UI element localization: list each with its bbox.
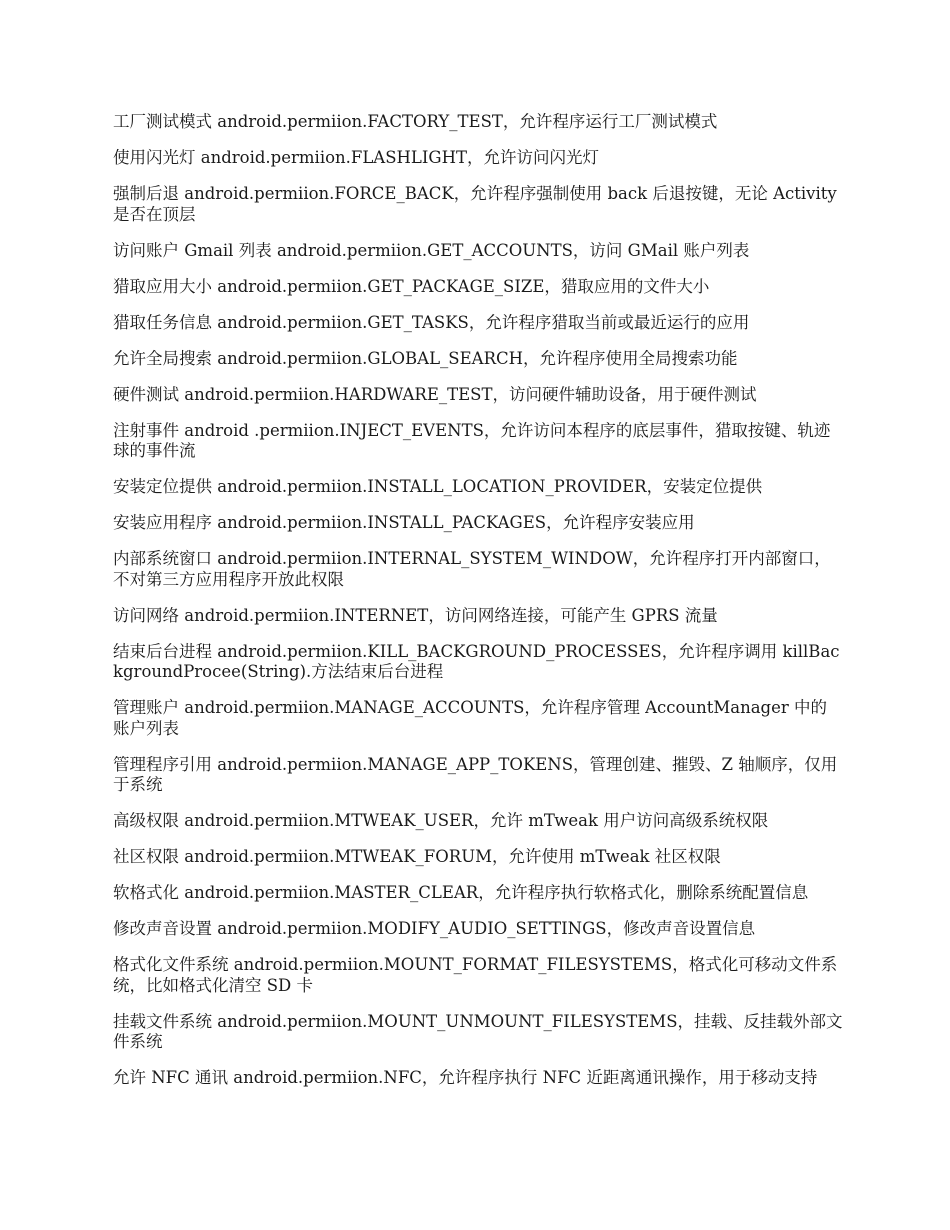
paragraph-modify-audio-settings: 修改声音设置 android.permiion.MODIFY_AUDIO_SETTINGS，修改声音设置信息 — [113, 919, 756, 938]
paragraph-internal-system-window: 内部系统窗口 android.permiion.INTERNAL_SYSTEM_WINDOW，允许程序打开内部窗口，不对第三方应用程序开放此权限 — [113, 549, 831, 589]
paragraph-get-accounts: 访问账户 Gmail 列表 android.permiion.GET_ACCOUNTS，访问 GMail 账户列表 — [113, 240, 750, 260]
paragraph-mtweak-forum: 社区权限 android.permiion.MTWEAK_FORUM，允许使用 mTweak 社区权限 — [113, 847, 721, 866]
paragraph-install-packages: 安装应用程序 android.permiion.INSTALL_PACKAGES，允许程序安装应用 — [113, 513, 695, 532]
paragraph-hardware-test: 硬件测试 android.permiion.HARDWARE_TEST，访问硬件辅助设备，用于硬件测试 — [113, 384, 757, 404]
paragraph-kill-background-processes: 结束后台进程 android.permiion.KILL_BACKGROUND_PROCESSES，允许程序调用 killBackgroundProcee(String).方法结束后台进程 — [113, 641, 840, 681]
paragraph-get-package-size: 猎取应用大小 android.permiion.GET_PACKAGE_SIZE，猎取应用的文件大小 — [113, 276, 710, 296]
paragraph-manage-accounts: 管理账户 android.permiion.MANAGE_ACCOUNTS，允许程序管理 AccountManager 中的账户列表 — [113, 698, 827, 738]
document-body — [113, 112, 843, 1104]
paragraph-manage-app-tokens: 管理程序引用 android.permiion.MANAGE_APP_TOKENS，管理创建、摧毁、Z 轴顺序，仅用于系统 — [113, 754, 838, 794]
paragraph-nfc: 允许 NFC 通讯 android.permiion.NFC，允许程序执行 NFC 近距离通讯操作，用于移动支持 — [113, 1068, 818, 1087]
paragraph-master-clear: 软格式化 android.permiion.MASTER_CLEAR，允许程序执行软格式化，删除系统配置信息 — [113, 883, 809, 902]
paragraph-force-back: 强制后退 android.permiion.FORCE_BACK，允许程序强制使用 back 后退按键，无论 Activity 是否在顶层 — [113, 184, 837, 224]
paragraph-inject-events: 注射事件 android .permiion.INJECT_EVENTS，允许访问本程序的底层事件，猎取按键、轨迹球的事件流 — [113, 420, 831, 460]
paragraph-mount-format-filesystems: 格式化文件系统 android.permiion.MOUNT_FORMAT_FILESYSTEMS，格式化可移动文件系统，比如格式化清空 SD 卡 — [113, 955, 838, 995]
paragraph-get-tasks: 猎取任务信息 android.permiion.GET_TASKS，允许程序猎取当前或最近运行的应用 — [113, 312, 750, 332]
paragraph-internet: 访问网络 android.permiion.INTERNET，访问网络连接，可能产生 GPRS 流量 — [113, 605, 718, 625]
paragraph-global-search: 允许全局搜索 android.permiion.GLOBAL_SEARCH，允许程序使用全局搜索功能 — [113, 348, 738, 368]
paragraph-mount-unmount-filesystems: 挂载文件系统 android.permiion.MOUNT_UNMOUNT_FILESYSTEMS，挂载、反挂载外部文件系统 — [113, 1011, 843, 1051]
paragraph-install-location-provider: 安装定位提供 android.permiion.INSTALL_LOCATION_PROVIDER，安装定位提供 — [113, 477, 763, 496]
paragraph-factory-test: 工厂测试模式 android.permiion.FACTORY_TEST，允许程序运行工厂测试模式 — [113, 112, 718, 131]
paragraph-mtweak-user: 高级权限 android.permiion.MTWEAK_USER，允许 mTweak 用户访问高级系统权限 — [113, 811, 769, 830]
paragraph-flashlight: 使用闪光灯 android.permiion.FLASHLIGHT，允许访问闪光灯 — [113, 148, 599, 167]
